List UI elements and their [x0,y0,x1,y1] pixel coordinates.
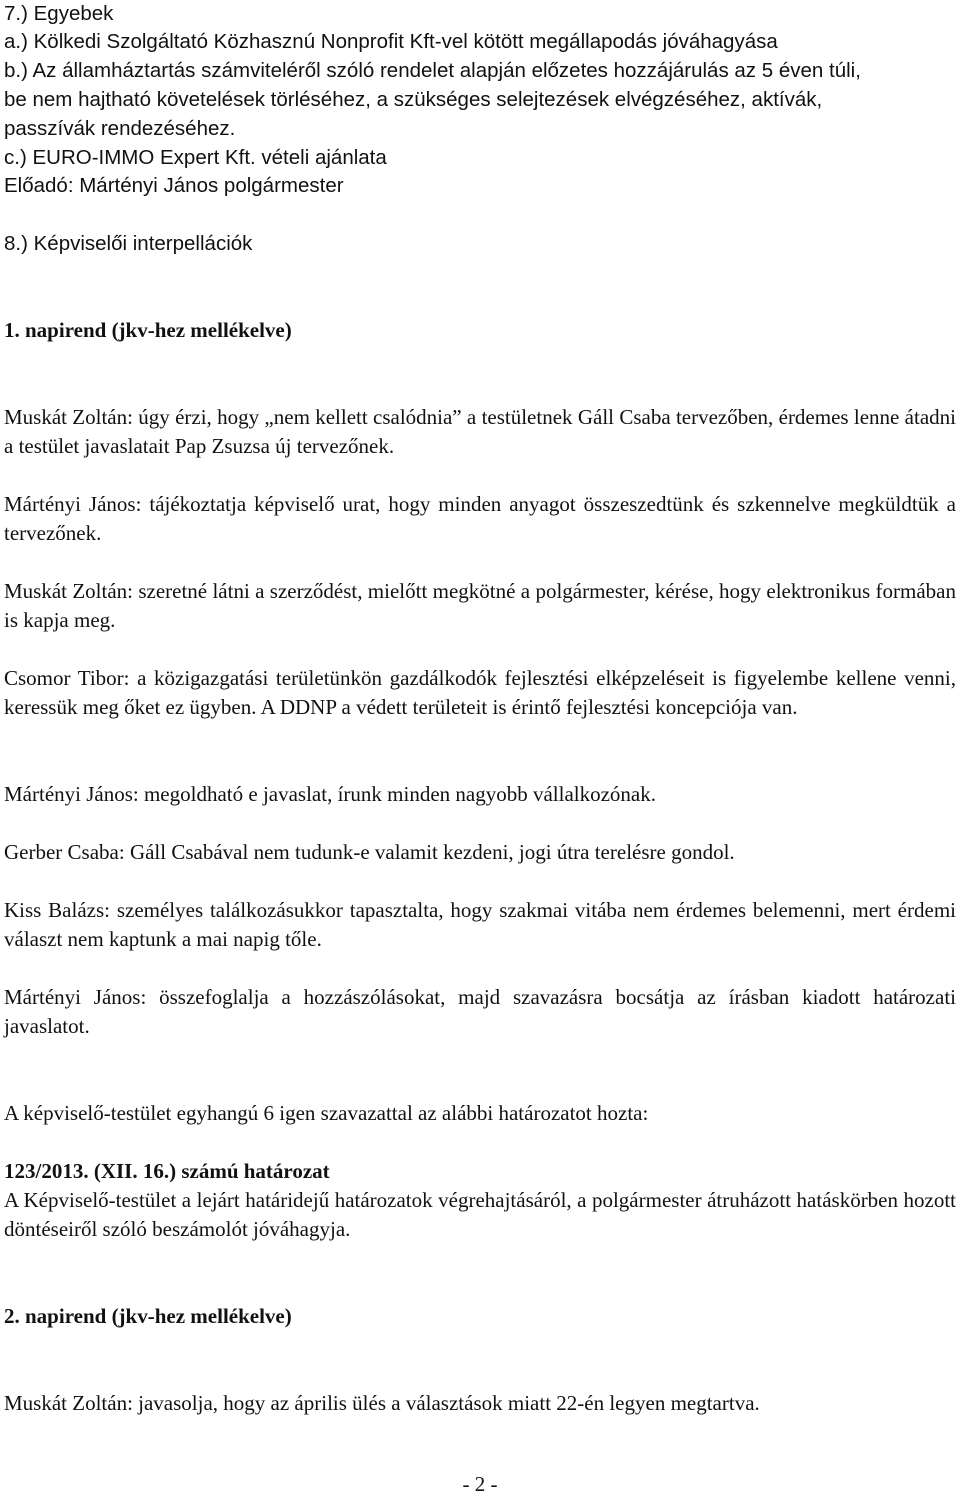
agenda-item-7: 7.) Egyebek [4,2,114,25]
paragraph-gerber: Gerber Csaba: Gáll Csabával nem tudunk-e valamit kezdeni, jogi útra terelésre gondol. [4,840,735,864]
document-page [4,0,956,1496]
agenda-item-7b-line2: be nem hajtható követelések törléséhez, a szükséges selejtezések elvégzéséhez, aktívák, [4,88,823,111]
agenda-item-7b-line3: passzívák rendezéséhez. [4,117,236,140]
page-number: - 2 - [462,1472,498,1496]
agenda-item-7c: c.) EURO-IMMO Expert Kft. vételi ajánlata [4,146,387,169]
section-2-heading: 2. napirend (jkv-hez mellékelve) [4,1304,292,1328]
paragraph-csomor: Csomor Tibor: a közigazgatási területünkön gazdálkodók fejlesztési elképzeléseit is figyelembe kellene venni, keressük meg őket ez ügyben. A DDNP a védett területeit is érintő fejlesztési koncepciója van. [4,666,956,719]
agenda-item-7a: a.) Kölkedi Szolgáltató Közhasznú Nonprofit Kft-vel kötött megállapodás jóváhagyása [4,30,778,53]
vote-statement: A képviselő-testület egyhangú 6 igen szavazattal az alábbi határozatot hozta: [4,1101,649,1125]
resolution-title: 123/2013. (XII. 16.) számú határozat [4,1159,330,1183]
paragraph-kiss: Kiss Balázs: személyes találkozásukkor tapasztalta, hogy szakmai vitába nem érdemes belemenni, mert érdemi választ nem kaptunk a mai napig tőle. [4,898,956,951]
paragraph-martenyi-2: Mártényi János: megoldható e javaslat, írunk minden nagyobb vállalkozónak. [4,782,657,806]
presenter-line: Előadó: Mártényi János polgármester [4,174,344,197]
paragraph-muskat-3: Muskát Zoltán: javasolja, hogy az április ülés a választások miatt 22-én legyen megtartva. [4,1391,760,1415]
section-1-heading: 1. napirend (jkv-hez mellékelve) [4,318,292,342]
resolution-text: A Képviselő-testület a lejárt határidejű határozatok végrehajtásáról, a polgármester átruházott hatáskörben hozott döntéseiről szóló beszámolót jóváhagyja. [4,1188,956,1241]
agenda-item-7b-line1: b.) Az államháztartás számviteléről szóló rendelet alapján előzetes hozzájárulás az 5 éven túli, [4,59,861,82]
agenda-item-8: 8.) Képviselői interpellációk [4,232,253,255]
paragraph-muskat-2: Muskát Zoltán: szeretné látni a szerződést, mielőtt megkötné a polgármester, kérése, hogy elektronikus formában is kapja meg. [4,579,956,632]
paragraph-martenyi-3: Mártényi János: összefoglalja a hozzászólásokat, majd szavazásra bocsátja az írásban kiadott határozati javaslatot. [4,985,956,1038]
paragraph-muskat-1: Muskát Zoltán: úgy érzi, hogy „nem kellett csalódnia” a testületnek Gáll Csaba tervezőben, érdemes lenne átadni a testület javaslatait Pap Zsuzsa új tervezőnek. [4,405,956,458]
paragraph-martenyi-1: Mártényi János: tájékoztatja képviselő urat, hogy minden anyagot összeszedtünk és szkennelve megküldtük a tervezőnek. [4,492,956,545]
